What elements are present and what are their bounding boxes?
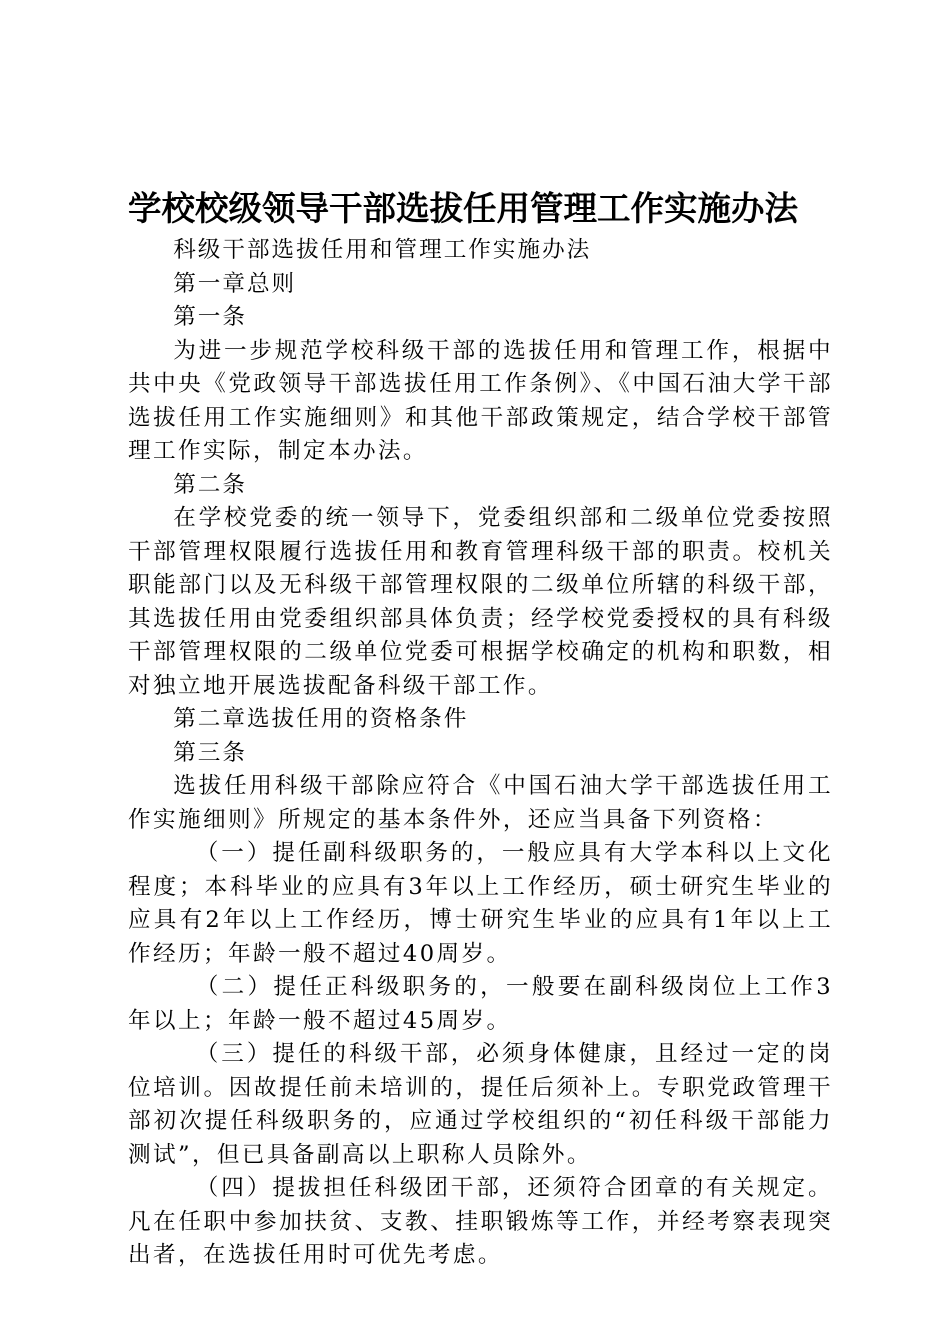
article-heading-1: 第一条: [173, 304, 247, 330]
article-paragraph-2: 在学校党委的统一领导下，党委组织部和二级单位党委按照干部管理权限履行选拔任用和教育管理科级干部的职责。校机关职能部门以及无科级干部管理权限的二级单位所辖的科级干部，其选拔任用由党委组织部具体负责；经学校党委授权的具有科级干部管理权限的二级单位党委可根据学校确定的机构和职数，相对独立地开展选拔配备科级干部工作。: [128, 505, 833, 699]
clause-paragraph-2: （二）提任正科级职务的，一般要在副科级岗位上工作3年以上；年龄一般不超过45周岁。: [128, 974, 833, 1034]
article-heading-3: 第三条: [173, 739, 247, 766]
clause-paragraph-4: （四）提拔担任科级团干部，还须符合团章的有关规定。凡在任职中参加扶贫、支教、挂职锻炼等工作，并经考察表现突出者，在选拔任用时可优先考虑。: [128, 1175, 833, 1268]
chapter-heading-1: 第一章总则: [173, 270, 297, 297]
article-paragraph-1: 为进一步规范学校科级干部的选拔任用和管理工作，根据中共中央《党政领导干部选拔任用工作条例》、《中国石油大学干部选拔任用工作实施细则》和其他干部政策规定，结合学校干部管理工作实际，制定本办法。: [128, 337, 833, 464]
article-paragraph-3: 选拔任用科级干部除应符合《中国石油大学干部选拔任用工作实施细则》所规定的基本条件外，还应当具备下列资格：: [128, 773, 833, 833]
chapter-heading-2: 第二章选拔任用的资格条件: [173, 706, 469, 732]
document-title: 学校校级领导干部选拔任用管理工作实施办法: [128, 189, 798, 228]
subtitle: 科级干部选拔任用和管理工作实施办法: [173, 237, 592, 263]
clause-paragraph-1: （一）提任副科级职务的，一般应具有大学本科以上文化程度；本科毕业的应具有3年以上工作经历，硕士研究生毕业的应具有2年以上工作经历，博士研究生毕业的应具有1年以上工作经历；年龄一般不超过40周岁。: [128, 840, 833, 967]
clause-paragraph-3: （三）提任的科级干部，必须身体健康，且经过一定的岗位培训。因故提任前未培训的，提任后须补上。专职党政管理干部初次提任科级职务的，应通过学校组织的“初任科级干部能力测试”，但已具备副高以上职称人员除外。: [128, 1041, 833, 1168]
document-body: [128, 234, 833, 1273]
article-heading-2: 第二条: [173, 471, 247, 498]
